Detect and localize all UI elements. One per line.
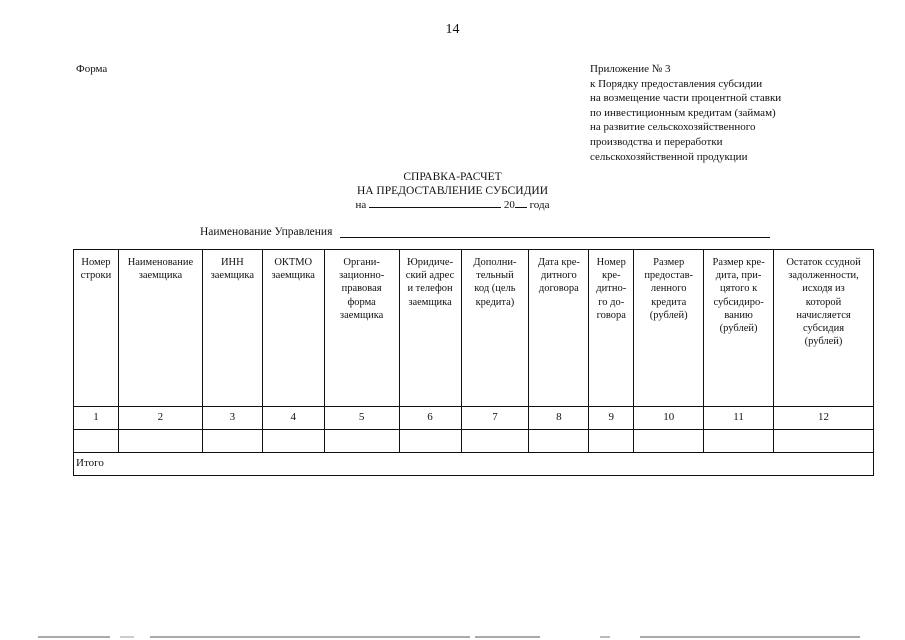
column-header-line: дитно- — [596, 283, 627, 295]
column-header-line: ванию — [724, 309, 753, 321]
column-header — [202, 250, 262, 407]
column-header — [529, 250, 589, 407]
column-number: 11 — [704, 407, 774, 430]
column-header — [324, 250, 399, 407]
table-cell[interactable] — [704, 430, 774, 453]
table-cell[interactable] — [774, 430, 874, 453]
column-header — [262, 250, 324, 407]
org-name-blank[interactable] — [340, 237, 770, 238]
scan-edge-marks — [0, 634, 905, 640]
appendix-line: по инвестиционным кредитам (займам) — [590, 106, 776, 119]
column-header-line: Остаток ссудной — [786, 257, 861, 268]
column-header-line: (рублей) — [804, 336, 843, 348]
date-line — [0, 198, 905, 211]
data-row — [74, 430, 874, 453]
column-header-line: договора — [538, 283, 579, 295]
column-header-line: Дополни- — [473, 257, 517, 268]
column-header-line: начисляется — [796, 309, 851, 321]
table-cell[interactable] — [399, 430, 461, 453]
title-line-2: НА ПРЕДОСТАВЛЕНИЕ СУБСИДИИ — [356, 185, 549, 197]
column-header — [461, 250, 529, 407]
column-number: 3 — [202, 407, 262, 430]
column-header-line: Дата кре- — [537, 257, 580, 268]
column-header-line: Размер — [653, 257, 685, 268]
column-header-line: заемщика — [138, 270, 183, 282]
column-header-line: Размер кре- — [712, 257, 765, 268]
column-header-line: кредита) — [475, 296, 515, 308]
column-header-line: цятого к — [720, 283, 758, 295]
column-header — [704, 250, 774, 407]
column-header-line: которой — [805, 296, 842, 308]
column-header-line: субсидиро- — [713, 296, 764, 308]
table-cell[interactable] — [262, 430, 324, 453]
table-cell[interactable] — [461, 430, 529, 453]
column-number: 10 — [634, 407, 704, 430]
year-prefix: 20 — [503, 199, 515, 211]
table-cell[interactable] — [324, 430, 399, 453]
column-header-line: заемщика — [339, 309, 384, 321]
column-header-line: и телефон — [407, 283, 453, 295]
appendix-line: производства и переработки — [590, 135, 723, 148]
column-header-line: ОКТМО — [274, 257, 313, 268]
column-number: 8 — [529, 407, 589, 430]
column-number: 9 — [589, 407, 634, 430]
column-number-row — [74, 407, 874, 430]
column-header-line: (рублей) — [649, 309, 688, 321]
org-label: Наименование Управления — [200, 226, 333, 238]
column-header-line: строки — [80, 270, 112, 282]
table-cell[interactable] — [202, 430, 262, 453]
column-header-line: заемщика — [210, 270, 255, 282]
column-number: 1 — [74, 407, 119, 430]
page-number: 14 — [445, 22, 460, 37]
document-title — [0, 170, 905, 198]
column-header-line: тельный — [476, 270, 514, 282]
column-header-line: дитного — [540, 270, 577, 282]
table-cell[interactable] — [634, 430, 704, 453]
date-prefix: на — [355, 199, 367, 211]
column-header — [634, 250, 704, 407]
appendix-line: сельскохозяйственной продукции — [590, 150, 748, 163]
appendix-line: на развитие сельскохозяйственного — [590, 121, 756, 134]
column-header-line: правовая — [341, 283, 382, 295]
column-header-line: говора — [596, 309, 626, 321]
column-number: 4 — [262, 407, 324, 430]
column-header-line: предостав- — [644, 270, 694, 282]
column-header-line: Номер — [81, 257, 111, 268]
column-header-line: исходя из — [802, 283, 845, 295]
appendix-line: на возмещение части процентной ставки — [590, 92, 782, 105]
column-header-line: кредита — [651, 296, 687, 308]
total-row — [74, 453, 874, 476]
table-cell[interactable] — [74, 430, 119, 453]
table-cell[interactable] — [529, 430, 589, 453]
column-header-line: го до- — [598, 296, 625, 308]
column-header-line: (рублей) — [719, 323, 758, 335]
header-row — [74, 250, 874, 407]
column-header-line: ский адрес — [405, 270, 455, 282]
date-blank[interactable] — [369, 198, 501, 208]
appendix-line: Приложение № 3 — [590, 63, 671, 75]
year-blank[interactable] — [515, 198, 527, 208]
column-header — [399, 250, 461, 407]
column-header-line: форма — [347, 296, 376, 308]
column-header-line: Юридиче- — [407, 257, 454, 268]
column-number: 2 — [118, 407, 202, 430]
column-header — [74, 250, 119, 407]
column-number: 5 — [324, 407, 399, 430]
column-header-line: Органи- — [343, 257, 380, 268]
column-header-line: зационно- — [339, 270, 385, 282]
column-header-line: ленного — [650, 283, 687, 295]
form-label: Форма — [76, 63, 108, 75]
date-suffix: года — [529, 199, 550, 211]
column-header — [118, 250, 202, 407]
column-header — [589, 250, 634, 407]
column-number: 6 — [399, 407, 461, 430]
column-header-line: код (цель — [474, 283, 516, 295]
column-number: 12 — [774, 407, 874, 430]
column-header-line: задолженности, — [788, 270, 859, 282]
column-header — [774, 250, 874, 407]
column-header-line: Номер — [596, 257, 626, 268]
column-header-line: заемщика — [408, 296, 452, 308]
column-header-line: субсидия — [803, 323, 845, 335]
column-header-line: дита, при- — [715, 270, 762, 282]
column-header-line: ИНН — [220, 257, 244, 268]
appendix-line: к Порядку предоставления субсидии — [590, 77, 763, 90]
column-header-line: заемщика — [271, 270, 315, 282]
table-cell[interactable] — [118, 430, 202, 453]
column-header-line: кре- — [602, 270, 621, 282]
appendix-block — [590, 62, 781, 164]
total-label: Итого — [74, 453, 874, 476]
column-header-line: Наименование — [127, 257, 194, 268]
column-number: 7 — [461, 407, 529, 430]
table-cell[interactable] — [589, 430, 634, 453]
calculation-table — [73, 249, 874, 476]
title-line-1: СПРАВКА-РАСЧЕТ — [403, 171, 502, 183]
